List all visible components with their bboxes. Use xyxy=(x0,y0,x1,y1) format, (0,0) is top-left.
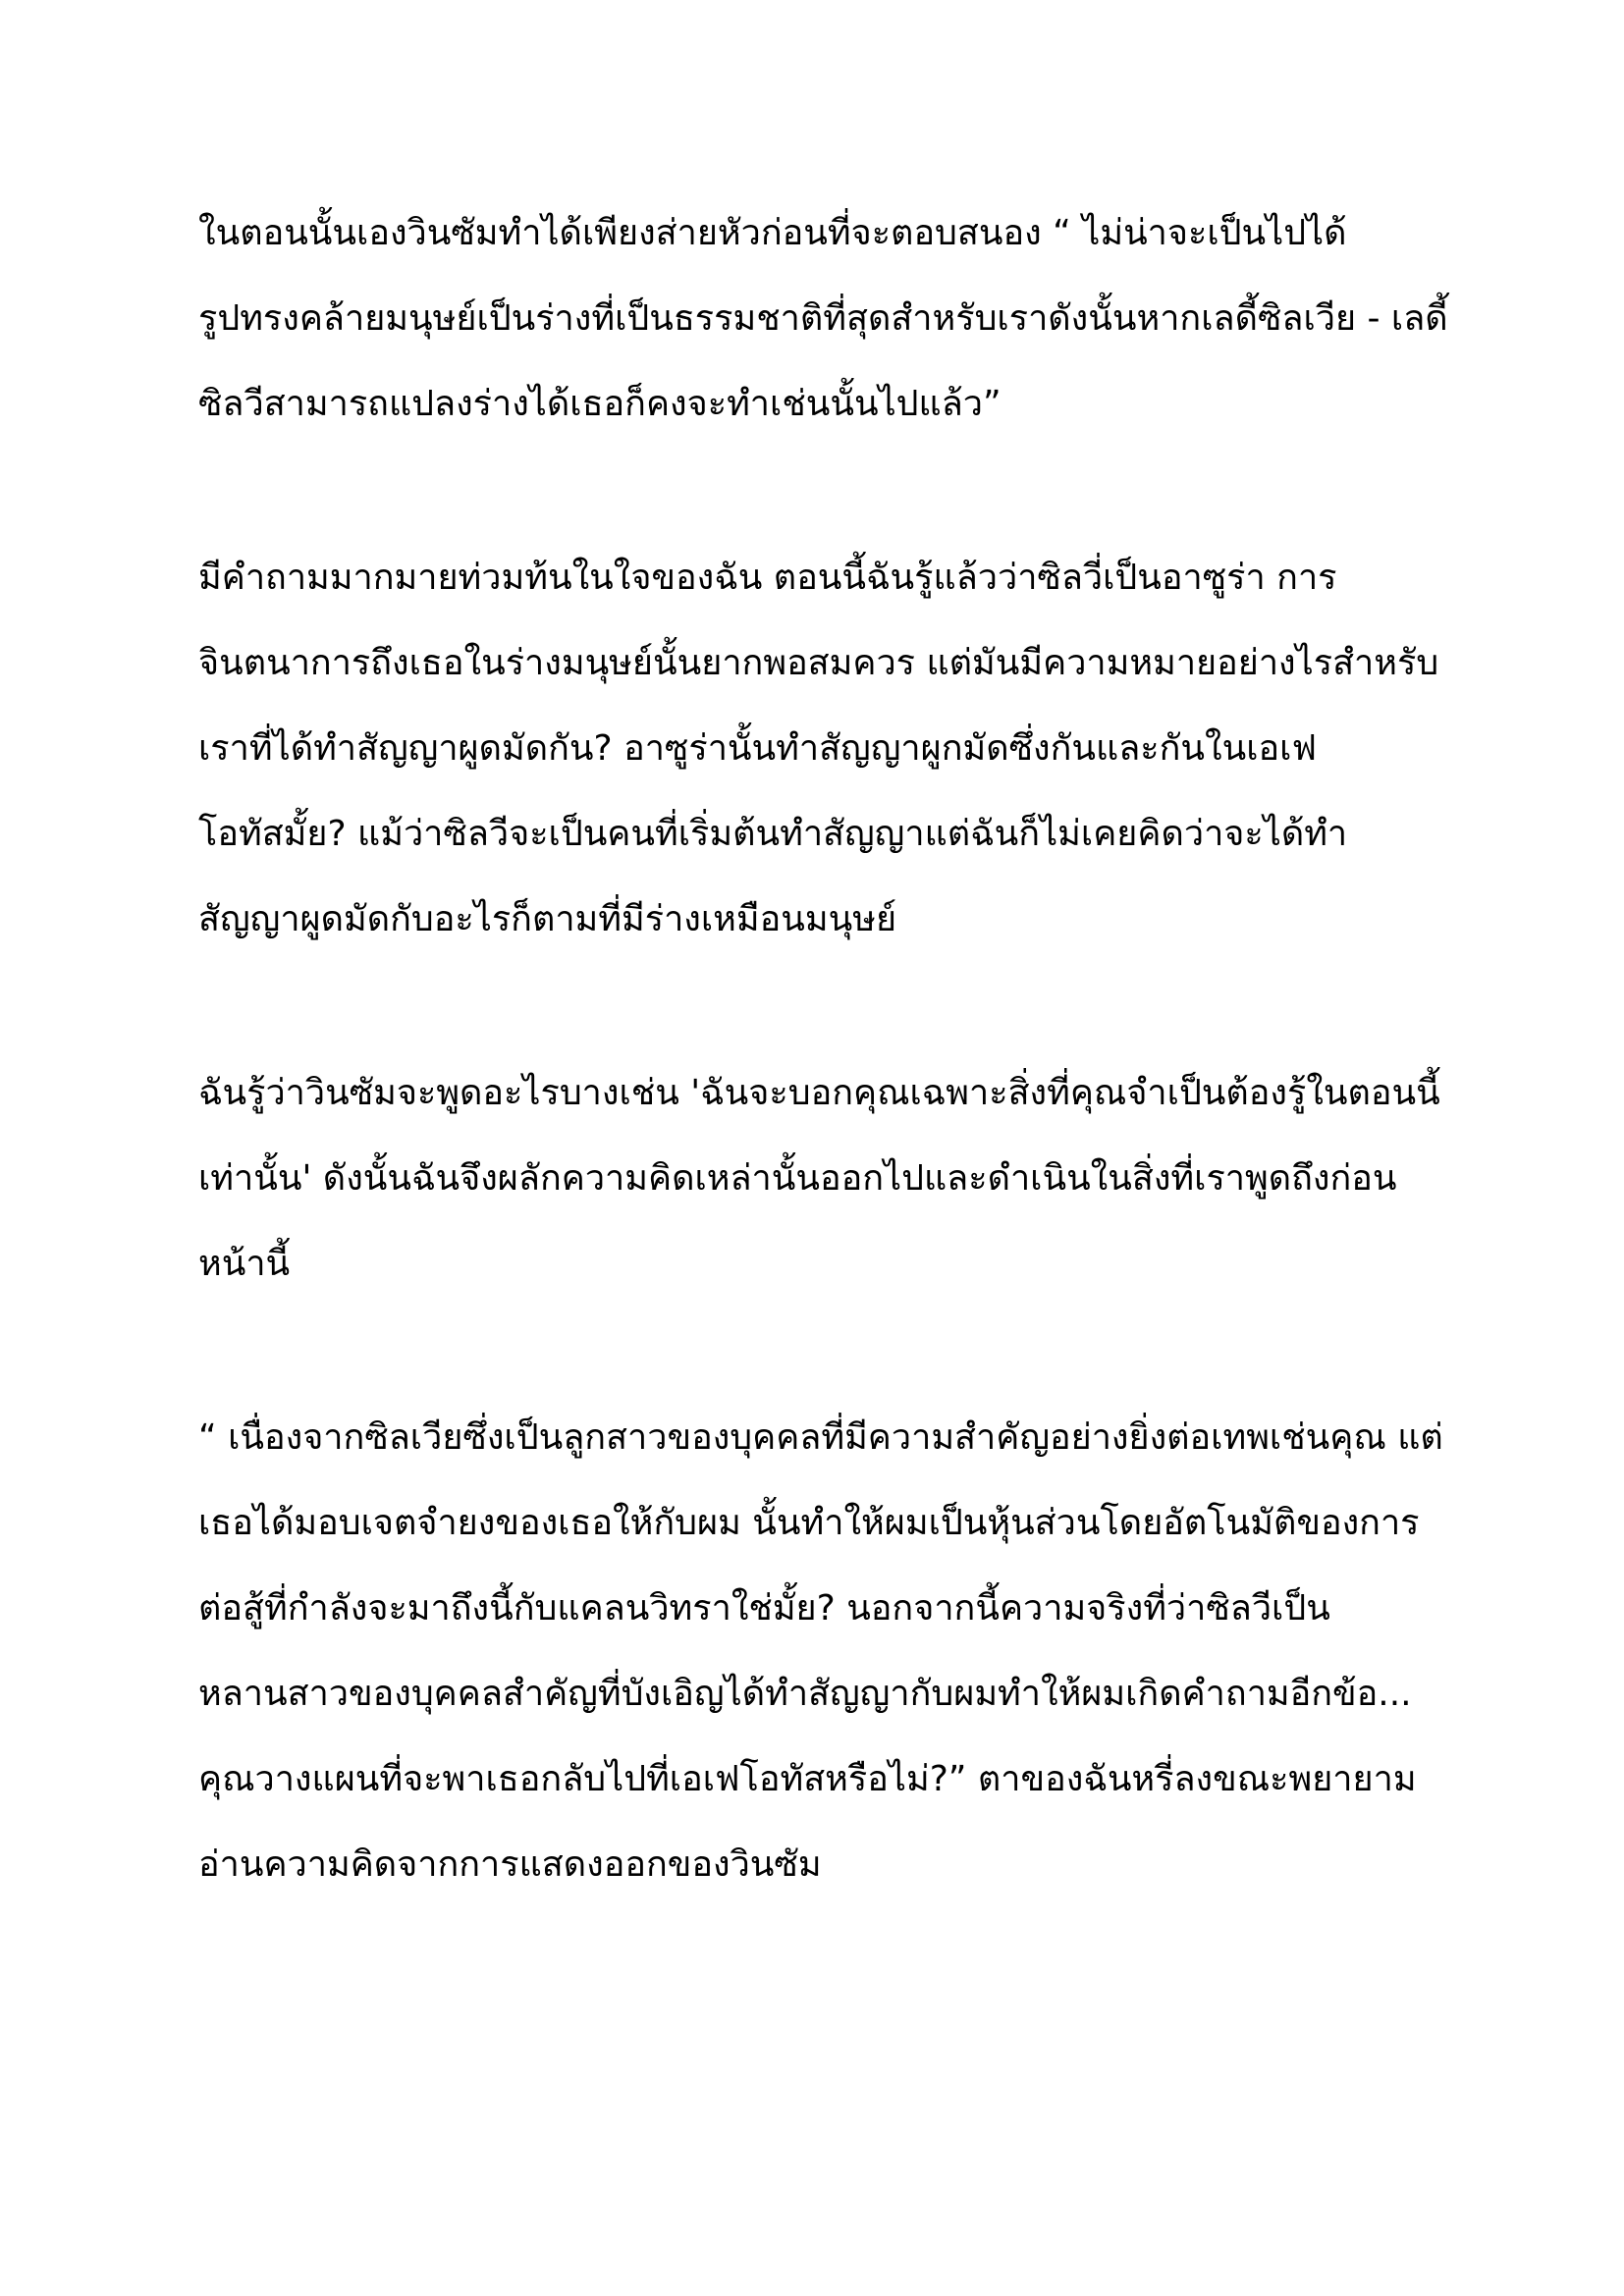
paragraph-1 xyxy=(198,204,1475,460)
paragraph-gap xyxy=(198,460,1475,549)
text-line: เราที่ได้ทำสัญญาผูดมัดกัน? อาซูร่านั้นทำสัญญาผูกมัดซึ่งกันและกันในเอเฟ xyxy=(198,728,1317,769)
text-line: ฉันรู้ว่าวินซัมจะพูดอะไรบางเช่น 'ฉันจะบอกคุณเฉพาะสิ่งที่คุณจำเป็นต้องรู้ในตอนนี้ xyxy=(198,1073,1440,1113)
paragraph-4 xyxy=(198,1409,1475,1921)
text-line: คุณวางแผนที่จะพาเธอกลับไปที่เอเฟโอทัสหรือไม่?” ตาของฉันหรี่ลงขณะพยายาม xyxy=(198,1759,1417,1799)
text-line: หลานสาวของบุคคลสำคัญที่บังเอิญได้ทำสัญญากับผมทำให้ผมเกิดคำถามอีกข้อ... xyxy=(198,1674,1412,1714)
text-line: “ เนื่องจากซิลเวียซึ่งเป็นลูกสาวของบุคคลที่มีความสำคัญอย่างยิ่งต่อเทพเช่นคุณ แต่ xyxy=(198,1417,1443,1458)
paragraph-2 xyxy=(198,549,1475,976)
paragraph-3 xyxy=(198,1064,1475,1320)
paragraph-gap xyxy=(198,976,1475,1064)
document-body xyxy=(198,204,1475,1921)
text-line: ต่อสู้ที่กำลังจะมาถึงนี้กับแคลนวิทราใช่มั้ย? นอกจากนี้ความจริงที่ว่าซิลวีเป็น xyxy=(198,1588,1330,1629)
paragraph-gap xyxy=(198,1320,1475,1409)
text-line: เท่านั้น' ดังนั้นฉันจึงผลักความคิดเหล่านั้นออกไปและดำเนินในสิ่งที่เราพูดถึงก่อน xyxy=(198,1158,1397,1199)
text-line: จินตนาการถึงเธอในร่างมนุษย์นั้นยากพอสมควร แต่มันมีความหมายอย่างไรสำหรับ xyxy=(198,643,1439,683)
text-line: มีคำถามมากมายท่วมท้นในใจของฉัน ตอนนี้ฉันรู้แล้วว่าซิลวี่เป็นอาซูร่า การ xyxy=(198,558,1337,598)
text-line: รูปทรงคล้ายมนุษย์เป็นร่างที่เป็นธรรมชาติที่สุดสำหรับเราดังนั้นหากเลดี้ซิลเวีย - เลดี้ xyxy=(198,298,1448,339)
text-line: หน้านี้ xyxy=(198,1244,291,1284)
text-line: อ่านความคิดจากการแสดงออกของวินซัม xyxy=(198,1844,822,1885)
text-line: ซิลวีสามารถแปลงร่างได้เธอก็คงจะทำเช่นนั้นไปแล้ว” xyxy=(198,384,1001,424)
text-line: ในตอนนั้นเองวินซัมทำได้เพียงส่ายหัวก่อนที่จะตอบสนอง “ ไม่น่าจะเป็นไปได้ xyxy=(198,213,1347,253)
text-line: เธอได้มอบเจตจำยงของเธอให้กับผม นั้นทำให้ผมเป็นหุ้นส่วนโดยอัตโนมัติของการ xyxy=(198,1503,1420,1543)
text-line: โอทัสมั้ย? แม้ว่าซิลวีจะเป็นคนที่เริ่มต้นทำสัญญาแต่ฉันก็ไม่เคยคิดว่าจะได้ทำ xyxy=(198,814,1348,854)
text-line: สัญญาผูดมัดกับอะไรก็ตามที่มีร่างเหมือนมนุษย์ xyxy=(198,899,897,939)
